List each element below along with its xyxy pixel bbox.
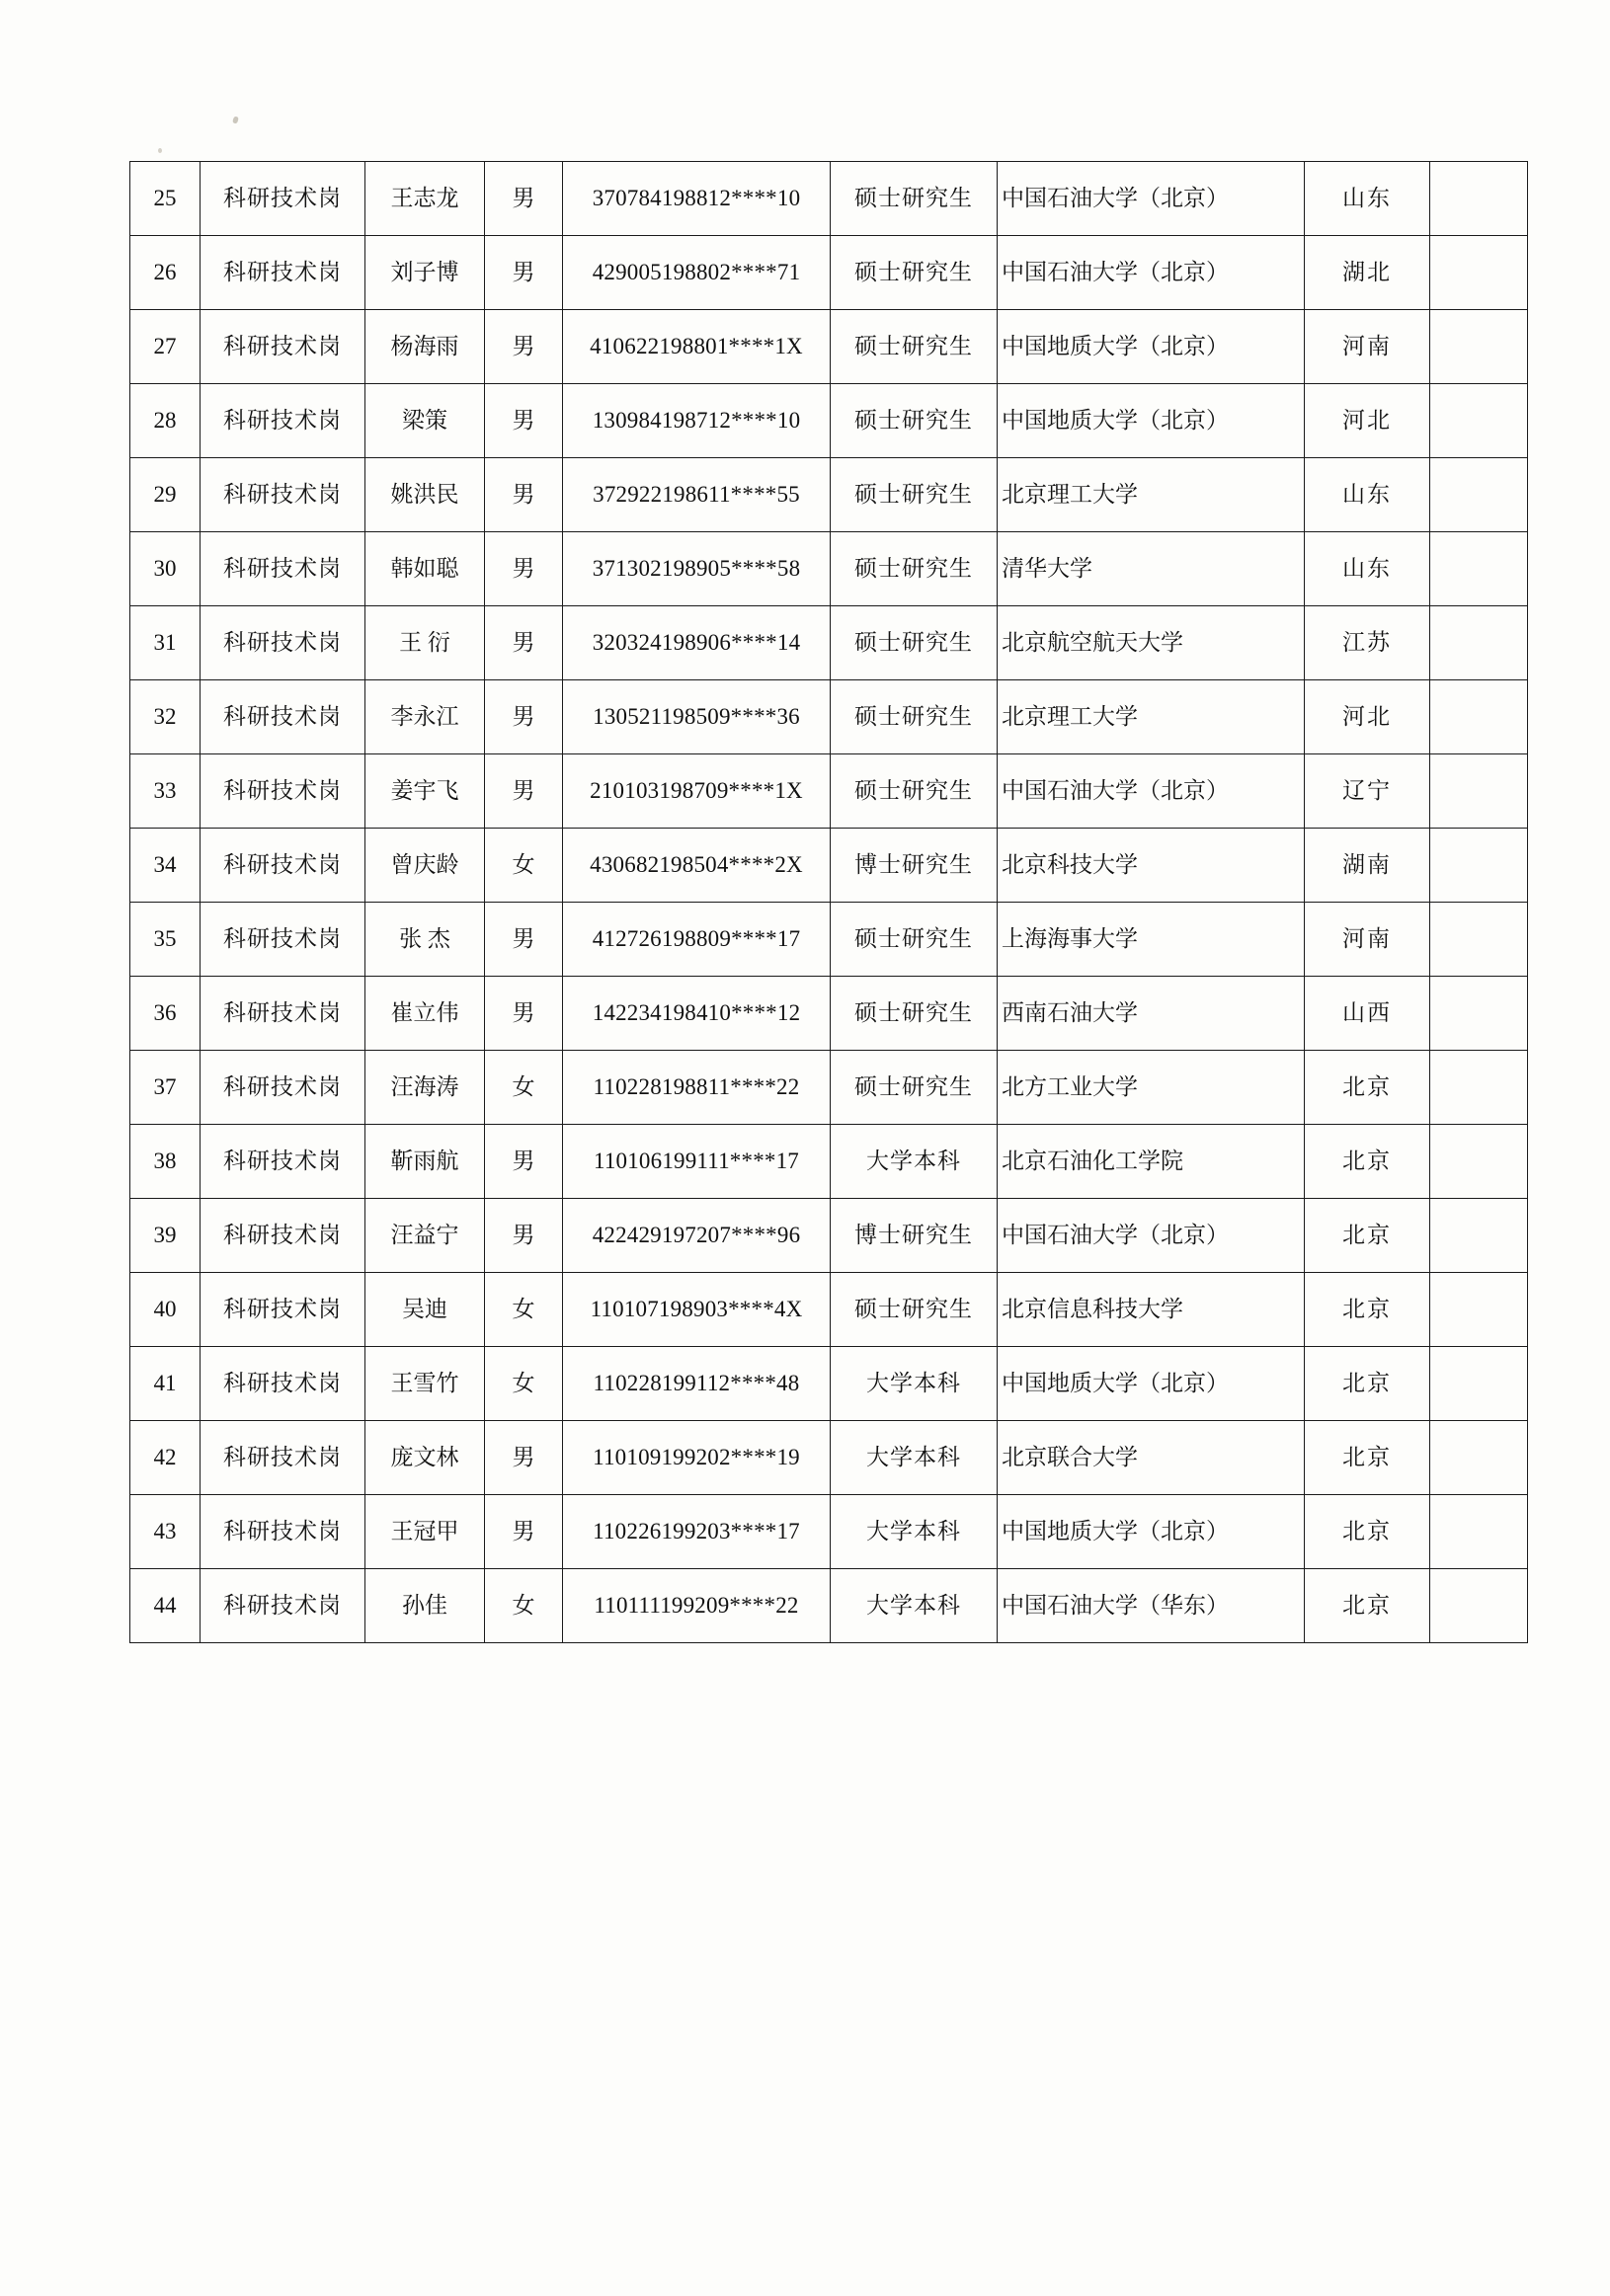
cell-origin-province: 北京 — [1305, 1347, 1430, 1421]
table-row — [130, 1569, 1528, 1643]
cell-name: 汪海涛 — [365, 1051, 485, 1125]
cell-name: 韩如聪 — [365, 532, 485, 606]
cell-index: 38 — [130, 1125, 201, 1199]
cell-remark — [1430, 310, 1528, 384]
cell-name: 王志龙 — [365, 162, 485, 236]
cell-name: 姚洪民 — [365, 458, 485, 532]
cell-id-number: 372922198611****55 — [563, 458, 831, 532]
cell-id-number: 142234198410****12 — [563, 977, 831, 1051]
cell-post-type: 科研技术岗 — [201, 1051, 365, 1125]
cell-school: 北京理工大学 — [998, 458, 1305, 532]
table-row — [130, 1421, 1528, 1495]
cell-education: 大学本科 — [831, 1569, 998, 1643]
cell-education: 硕士研究生 — [831, 1051, 998, 1125]
cell-school: 北方工业大学 — [998, 1051, 1305, 1125]
cell-name: 吴迪 — [365, 1273, 485, 1347]
table-row — [130, 1347, 1528, 1421]
table-row — [130, 680, 1528, 754]
cell-school: 北京石油化工学院 — [998, 1125, 1305, 1199]
table-row — [130, 458, 1528, 532]
cell-name: 王雪竹 — [365, 1347, 485, 1421]
cell-id-number: 320324198906****14 — [563, 606, 831, 680]
table-row — [130, 1495, 1528, 1569]
table-row — [130, 310, 1528, 384]
cell-sex: 男 — [485, 1199, 563, 1273]
cell-remark — [1430, 162, 1528, 236]
cell-origin-province: 河南 — [1305, 310, 1430, 384]
cell-name: 孙佳 — [365, 1569, 485, 1643]
cell-school: 中国石油大学（华东） — [998, 1569, 1305, 1643]
cell-remark — [1430, 1347, 1528, 1421]
cell-post-type: 科研技术岗 — [201, 1495, 365, 1569]
cell-origin-province: 山东 — [1305, 162, 1430, 236]
cell-origin-province: 河北 — [1305, 680, 1430, 754]
cell-post-type: 科研技术岗 — [201, 1569, 365, 1643]
cell-index: 42 — [130, 1421, 201, 1495]
cell-school: 中国石油大学（北京） — [998, 236, 1305, 310]
cell-post-type: 科研技术岗 — [201, 458, 365, 532]
cell-post-type: 科研技术岗 — [201, 680, 365, 754]
cell-id-number: 412726198809****17 — [563, 903, 831, 977]
cell-post-type: 科研技术岗 — [201, 754, 365, 829]
table-row — [130, 1125, 1528, 1199]
cell-remark — [1430, 754, 1528, 829]
cell-education: 硕士研究生 — [831, 903, 998, 977]
cell-name: 张 杰 — [365, 903, 485, 977]
cell-origin-province: 湖南 — [1305, 829, 1430, 903]
cell-remark — [1430, 458, 1528, 532]
cell-origin-province: 北京 — [1305, 1199, 1430, 1273]
cell-school: 清华大学 — [998, 532, 1305, 606]
cell-sex: 男 — [485, 903, 563, 977]
cell-origin-province: 北京 — [1305, 1125, 1430, 1199]
cell-remark — [1430, 384, 1528, 458]
cell-name: 杨海雨 — [365, 310, 485, 384]
cell-post-type: 科研技术岗 — [201, 1421, 365, 1495]
cell-sex: 女 — [485, 1051, 563, 1125]
cell-education: 硕士研究生 — [831, 1273, 998, 1347]
cell-remark — [1430, 1421, 1528, 1495]
cell-id-number: 370784198812****10 — [563, 162, 831, 236]
cell-index: 34 — [130, 829, 201, 903]
cell-post-type: 科研技术岗 — [201, 162, 365, 236]
cell-sex: 男 — [485, 162, 563, 236]
cell-post-type: 科研技术岗 — [201, 977, 365, 1051]
cell-name: 庞文林 — [365, 1421, 485, 1495]
cell-remark — [1430, 903, 1528, 977]
cell-sex: 男 — [485, 384, 563, 458]
table-row — [130, 903, 1528, 977]
cell-remark — [1430, 1051, 1528, 1125]
table-row — [130, 977, 1528, 1051]
cell-sex: 男 — [485, 977, 563, 1051]
cell-sex: 女 — [485, 1569, 563, 1643]
cell-school: 北京科技大学 — [998, 829, 1305, 903]
cell-post-type: 科研技术岗 — [201, 1273, 365, 1347]
cell-index: 25 — [130, 162, 201, 236]
cell-id-number: 110228199112****48 — [563, 1347, 831, 1421]
cell-index: 41 — [130, 1347, 201, 1421]
cell-school: 中国石油大学（北京） — [998, 1199, 1305, 1273]
cell-education: 硕士研究生 — [831, 532, 998, 606]
cell-school: 中国地质大学（北京） — [998, 1347, 1305, 1421]
cell-id-number: 110111199209****22 — [563, 1569, 831, 1643]
cell-education: 硕士研究生 — [831, 606, 998, 680]
cell-school: 中国地质大学（北京） — [998, 384, 1305, 458]
cell-education: 大学本科 — [831, 1125, 998, 1199]
cell-origin-province: 湖北 — [1305, 236, 1430, 310]
table-row — [130, 384, 1528, 458]
cell-post-type: 科研技术岗 — [201, 1199, 365, 1273]
cell-sex: 男 — [485, 680, 563, 754]
cell-sex: 男 — [485, 458, 563, 532]
cell-origin-province: 北京 — [1305, 1421, 1430, 1495]
cell-remark — [1430, 977, 1528, 1051]
table-row — [130, 162, 1528, 236]
cell-remark — [1430, 680, 1528, 754]
cell-origin-province: 辽宁 — [1305, 754, 1430, 829]
cell-name: 王冠甲 — [365, 1495, 485, 1569]
cell-id-number: 110228198811****22 — [563, 1051, 831, 1125]
table-row — [130, 606, 1528, 680]
cell-id-number: 130521198509****36 — [563, 680, 831, 754]
cell-index: 27 — [130, 310, 201, 384]
cell-name: 李永江 — [365, 680, 485, 754]
cell-name: 靳雨航 — [365, 1125, 485, 1199]
cell-name: 崔立伟 — [365, 977, 485, 1051]
cell-sex: 男 — [485, 532, 563, 606]
cell-id-number: 110106199111****17 — [563, 1125, 831, 1199]
cell-index: 28 — [130, 384, 201, 458]
cell-education: 硕士研究生 — [831, 236, 998, 310]
cell-school: 中国石油大学（北京） — [998, 754, 1305, 829]
cell-origin-province: 山东 — [1305, 458, 1430, 532]
cell-post-type: 科研技术岗 — [201, 236, 365, 310]
cell-education: 硕士研究生 — [831, 310, 998, 384]
cell-index: 43 — [130, 1495, 201, 1569]
cell-origin-province: 北京 — [1305, 1569, 1430, 1643]
cell-id-number: 110226199203****17 — [563, 1495, 831, 1569]
cell-school: 中国地质大学（北京） — [998, 310, 1305, 384]
cell-id-number: 210103198709****1X — [563, 754, 831, 829]
cell-origin-province: 北京 — [1305, 1273, 1430, 1347]
cell-school: 中国石油大学（北京） — [998, 162, 1305, 236]
cell-origin-province: 河南 — [1305, 903, 1430, 977]
cell-sex: 男 — [485, 606, 563, 680]
cell-index: 44 — [130, 1569, 201, 1643]
cell-index: 30 — [130, 532, 201, 606]
cell-education: 硕士研究生 — [831, 977, 998, 1051]
cell-education: 博士研究生 — [831, 829, 998, 903]
cell-remark — [1430, 1273, 1528, 1347]
cell-education: 硕士研究生 — [831, 754, 998, 829]
cell-remark — [1430, 606, 1528, 680]
cell-education: 硕士研究生 — [831, 162, 998, 236]
cell-school: 北京联合大学 — [998, 1421, 1305, 1495]
cell-school: 北京信息科技大学 — [998, 1273, 1305, 1347]
cell-post-type: 科研技术岗 — [201, 310, 365, 384]
cell-remark — [1430, 1569, 1528, 1643]
cell-education: 大学本科 — [831, 1421, 998, 1495]
cell-post-type: 科研技术岗 — [201, 532, 365, 606]
cell-origin-province: 北京 — [1305, 1495, 1430, 1569]
cell-index: 33 — [130, 754, 201, 829]
cell-index: 39 — [130, 1199, 201, 1273]
cell-post-type: 科研技术岗 — [201, 903, 365, 977]
cell-origin-province: 河北 — [1305, 384, 1430, 458]
cell-origin-province: 江苏 — [1305, 606, 1430, 680]
roster-table-body — [130, 162, 1528, 1643]
cell-index: 32 — [130, 680, 201, 754]
table-row — [130, 1273, 1528, 1347]
cell-origin-province: 北京 — [1305, 1051, 1430, 1125]
cell-sex: 男 — [485, 1495, 563, 1569]
cell-sex: 男 — [485, 1421, 563, 1495]
cell-id-number: 130984198712****10 — [563, 384, 831, 458]
cell-post-type: 科研技术岗 — [201, 1347, 365, 1421]
cell-name: 姜宇飞 — [365, 754, 485, 829]
scan-speck — [158, 148, 162, 153]
roster-table — [129, 161, 1528, 1643]
cell-remark — [1430, 1495, 1528, 1569]
cell-education: 大学本科 — [831, 1347, 998, 1421]
cell-sex: 女 — [485, 1273, 563, 1347]
cell-education: 大学本科 — [831, 1495, 998, 1569]
cell-index: 26 — [130, 236, 201, 310]
cell-id-number: 110109199202****19 — [563, 1421, 831, 1495]
cell-index: 40 — [130, 1273, 201, 1347]
cell-sex: 男 — [485, 310, 563, 384]
cell-name: 王 衍 — [365, 606, 485, 680]
cell-remark — [1430, 532, 1528, 606]
cell-school: 西南石油大学 — [998, 977, 1305, 1051]
cell-index: 37 — [130, 1051, 201, 1125]
cell-post-type: 科研技术岗 — [201, 384, 365, 458]
cell-id-number: 371302198905****58 — [563, 532, 831, 606]
cell-id-number: 422429197207****96 — [563, 1199, 831, 1273]
table-row — [130, 532, 1528, 606]
cell-education: 硕士研究生 — [831, 384, 998, 458]
cell-post-type: 科研技术岗 — [201, 1125, 365, 1199]
table-row — [130, 754, 1528, 829]
cell-remark — [1430, 829, 1528, 903]
cell-index: 31 — [130, 606, 201, 680]
table-row — [130, 1199, 1528, 1273]
cell-id-number: 430682198504****2X — [563, 829, 831, 903]
cell-post-type: 科研技术岗 — [201, 606, 365, 680]
cell-index: 35 — [130, 903, 201, 977]
cell-index: 29 — [130, 458, 201, 532]
cell-name: 汪益宁 — [365, 1199, 485, 1273]
cell-school: 北京理工大学 — [998, 680, 1305, 754]
cell-index: 36 — [130, 977, 201, 1051]
cell-school: 上海海事大学 — [998, 903, 1305, 977]
cell-sex: 女 — [485, 1347, 563, 1421]
scan-speck — [232, 116, 239, 123]
cell-remark — [1430, 236, 1528, 310]
cell-sex: 女 — [485, 829, 563, 903]
cell-sex: 男 — [485, 1125, 563, 1199]
cell-id-number: 110107198903****4X — [563, 1273, 831, 1347]
table-row — [130, 829, 1528, 903]
cell-sex: 男 — [485, 754, 563, 829]
cell-name: 刘子博 — [365, 236, 485, 310]
cell-education: 硕士研究生 — [831, 680, 998, 754]
cell-school: 北京航空航天大学 — [998, 606, 1305, 680]
cell-origin-province: 山西 — [1305, 977, 1430, 1051]
cell-education: 博士研究生 — [831, 1199, 998, 1273]
table-row — [130, 1051, 1528, 1125]
cell-name: 梁策 — [365, 384, 485, 458]
cell-education: 硕士研究生 — [831, 458, 998, 532]
cell-id-number: 410622198801****1X — [563, 310, 831, 384]
cell-school: 中国地质大学（北京） — [998, 1495, 1305, 1569]
cell-sex: 男 — [485, 236, 563, 310]
cell-origin-province: 山东 — [1305, 532, 1430, 606]
cell-name: 曾庆龄 — [365, 829, 485, 903]
table-row — [130, 236, 1528, 310]
cell-remark — [1430, 1125, 1528, 1199]
cell-post-type: 科研技术岗 — [201, 829, 365, 903]
cell-remark — [1430, 1199, 1528, 1273]
cell-id-number: 429005198802****71 — [563, 236, 831, 310]
